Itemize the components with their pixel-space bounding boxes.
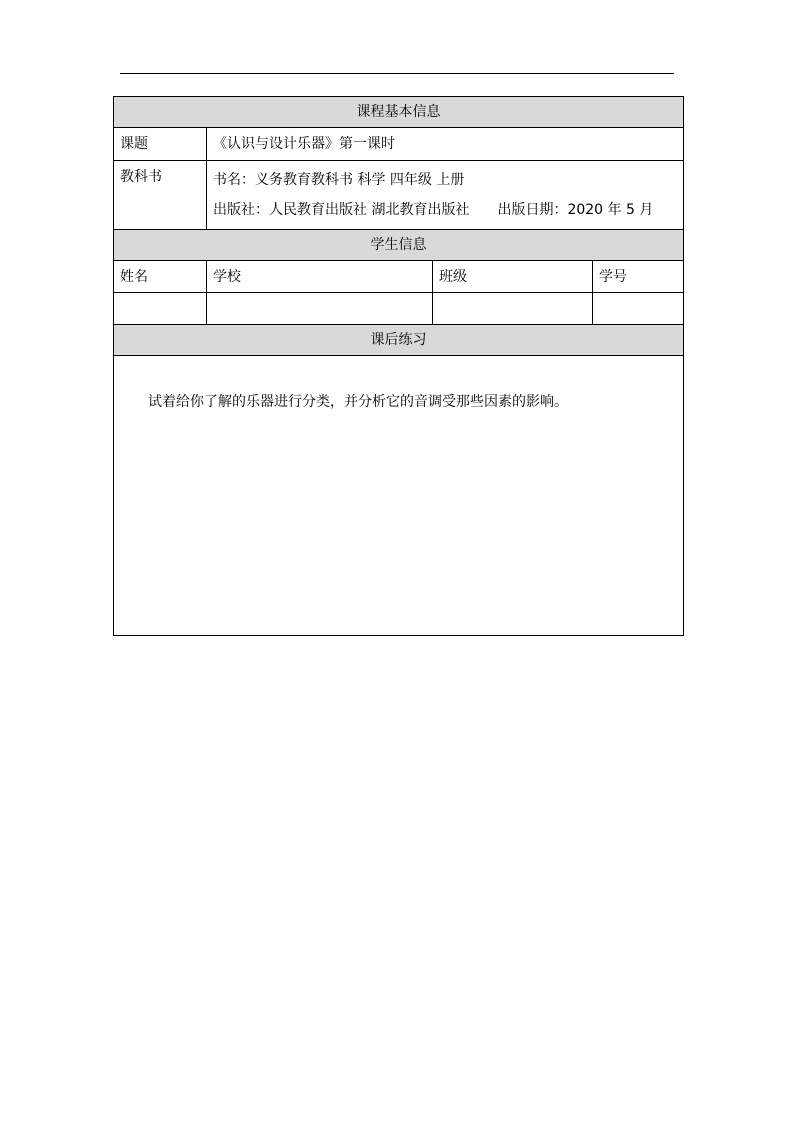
student-id-field[interactable] xyxy=(593,293,684,325)
header-rule xyxy=(120,73,674,74)
section-heading-student-info: 学生信息 xyxy=(114,230,684,261)
publisher-line xyxy=(213,195,677,225)
topic-label: 课题 xyxy=(114,128,207,161)
student-id-label: 学号 xyxy=(593,261,684,293)
student-school-label: 学校 xyxy=(207,261,433,293)
book-name: 书名：义务教育教科书 科学 四年级 上册 xyxy=(213,172,465,188)
student-class-field[interactable] xyxy=(433,293,593,325)
student-name-label: 姓名 xyxy=(114,261,207,293)
exercise-area xyxy=(114,356,684,636)
topic-value: 《认识与设计乐器》第一课时 xyxy=(207,128,684,161)
section-heading-exercise: 课后练习 xyxy=(114,325,684,356)
textbook-label: 教科书 xyxy=(114,161,207,230)
lesson-info-table xyxy=(113,96,684,636)
publish-date: 出版日期：2020 年 5 月 xyxy=(497,202,654,218)
publisher: 出版社：人民教育出版社 湖北教育出版社 xyxy=(213,202,470,218)
student-name-field[interactable] xyxy=(114,293,207,325)
student-school-field[interactable] xyxy=(207,293,433,325)
student-class-label: 班级 xyxy=(433,261,593,293)
section-heading-course-info: 课程基本信息 xyxy=(114,97,684,128)
exercise-prompt: 试着给你了解的乐器进行分类，并分析它的音调受那些因素的影响。 xyxy=(148,394,568,410)
textbook-details xyxy=(207,161,684,230)
